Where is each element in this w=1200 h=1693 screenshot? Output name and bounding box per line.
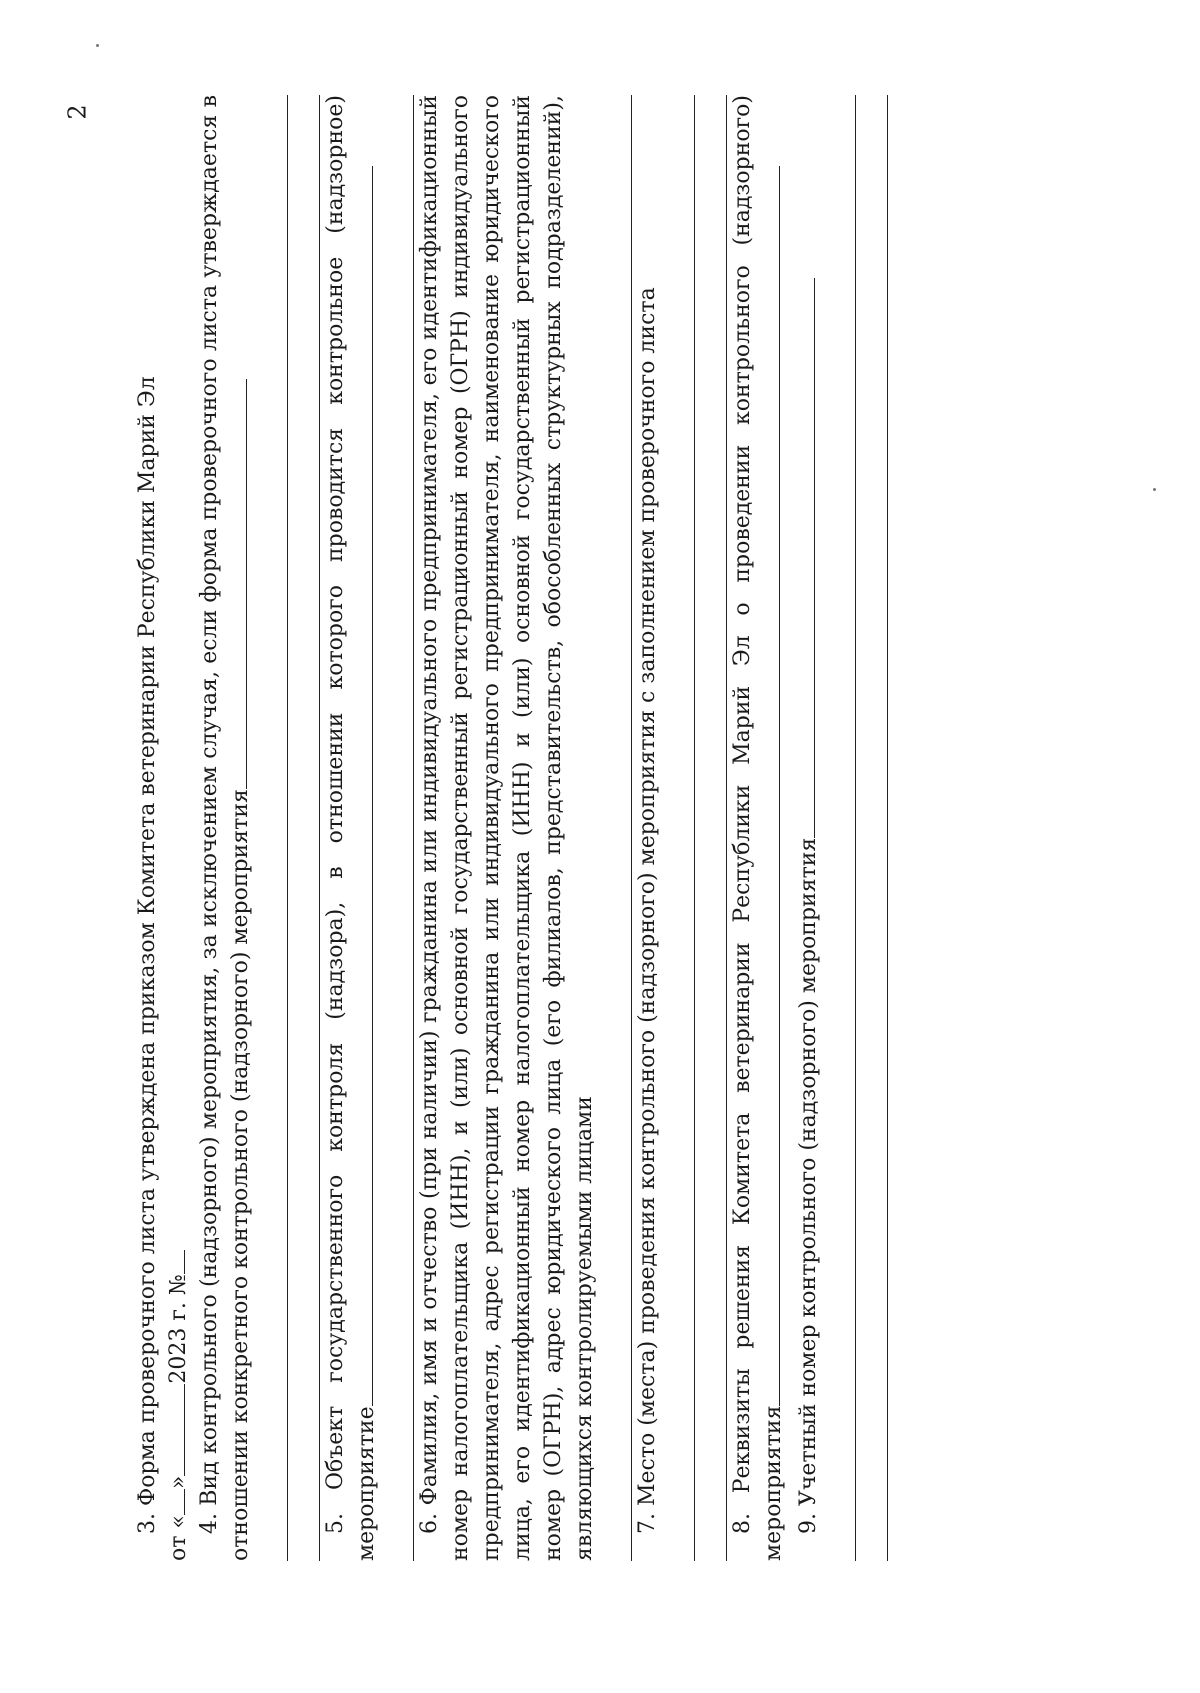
item-4 bbox=[194, 95, 256, 1561]
fill-line bbox=[288, 95, 320, 1561]
fill-line bbox=[382, 95, 414, 1561]
item-5 bbox=[320, 95, 382, 1561]
date-prefix: от « bbox=[166, 1515, 191, 1561]
item-5-blank bbox=[352, 166, 373, 1406]
year-number-label: 2023 г. № bbox=[166, 1274, 191, 1384]
scan-speck bbox=[1153, 488, 1156, 491]
fill-line bbox=[856, 95, 888, 1561]
day-blank bbox=[164, 1489, 185, 1515]
item-9-blank bbox=[794, 278, 815, 838]
fill-line bbox=[256, 95, 288, 1561]
item-3 bbox=[132, 95, 163, 1561]
item-8-blank bbox=[759, 166, 780, 1406]
document-body bbox=[104, 95, 1049, 1595]
scan-speck bbox=[96, 44, 99, 47]
number-blank bbox=[164, 1250, 185, 1274]
fill-line bbox=[663, 95, 695, 1561]
quote-close: » bbox=[166, 1475, 191, 1490]
item-4-text: 4. Вид контрольного (надзорного) мероприятия, за исключением случая, если форма проверочного листа утверждается в отношении конкретного контрольного (надзорного) мероприятия bbox=[197, 95, 253, 1561]
item-4-blank bbox=[226, 379, 247, 789]
item-3-text: 3. Форма проверочного листа утверждена приказом Комитета ветеринарии Республики Марий Эл bbox=[135, 376, 160, 1534]
fill-line bbox=[824, 95, 856, 1561]
item-8 bbox=[727, 95, 789, 1561]
item-7-text: 7. Место (места) проведения контрольного (надзорного) мероприятия с заполнением проверочного листа bbox=[635, 287, 660, 1534]
item-8-text: 8. Реквизиты решения Комитета ветеринарии Республики Марий Эл о проведении контрольного (надзорного) мероприятия bbox=[730, 95, 786, 1561]
item-6 bbox=[414, 95, 600, 1561]
item-5-text: 5. Объект государственного контроля (надзора), в отношении которого проводится контрольное (надзорное) мероприятие bbox=[323, 95, 379, 1561]
item-9-text: 9. Учетный номер контрольного (надзорного) мероприятия bbox=[796, 837, 821, 1534]
item-9 bbox=[793, 95, 824, 1561]
fill-line bbox=[695, 95, 727, 1561]
page-number: 2 bbox=[63, 104, 92, 120]
item-6-text: 6. Фамилия, имя и отчество (при наличии) гражданина или индивидуального предпринимателя, его идентификационный номер налогоплательщика (ИНН), и (или) основной государственный регистрационный номер (ОГРН) индивидуального предпринимателя, адрес регистрации гражданина или индивидуального предпринимателя, наименование юридического лица, его идентификационный номер налогоплательщика (ИНН) и (или) основной государственный регистрационный номер (ОГРН), адрес юридического лица (его филиалов, представительств, обособленных структурных подразделений), являющихся контролируемыми лицами bbox=[417, 95, 597, 1561]
item-3-date-line bbox=[163, 95, 194, 1561]
item-7 bbox=[632, 95, 663, 1561]
fill-line bbox=[600, 95, 632, 1561]
month-blank bbox=[164, 1384, 185, 1476]
